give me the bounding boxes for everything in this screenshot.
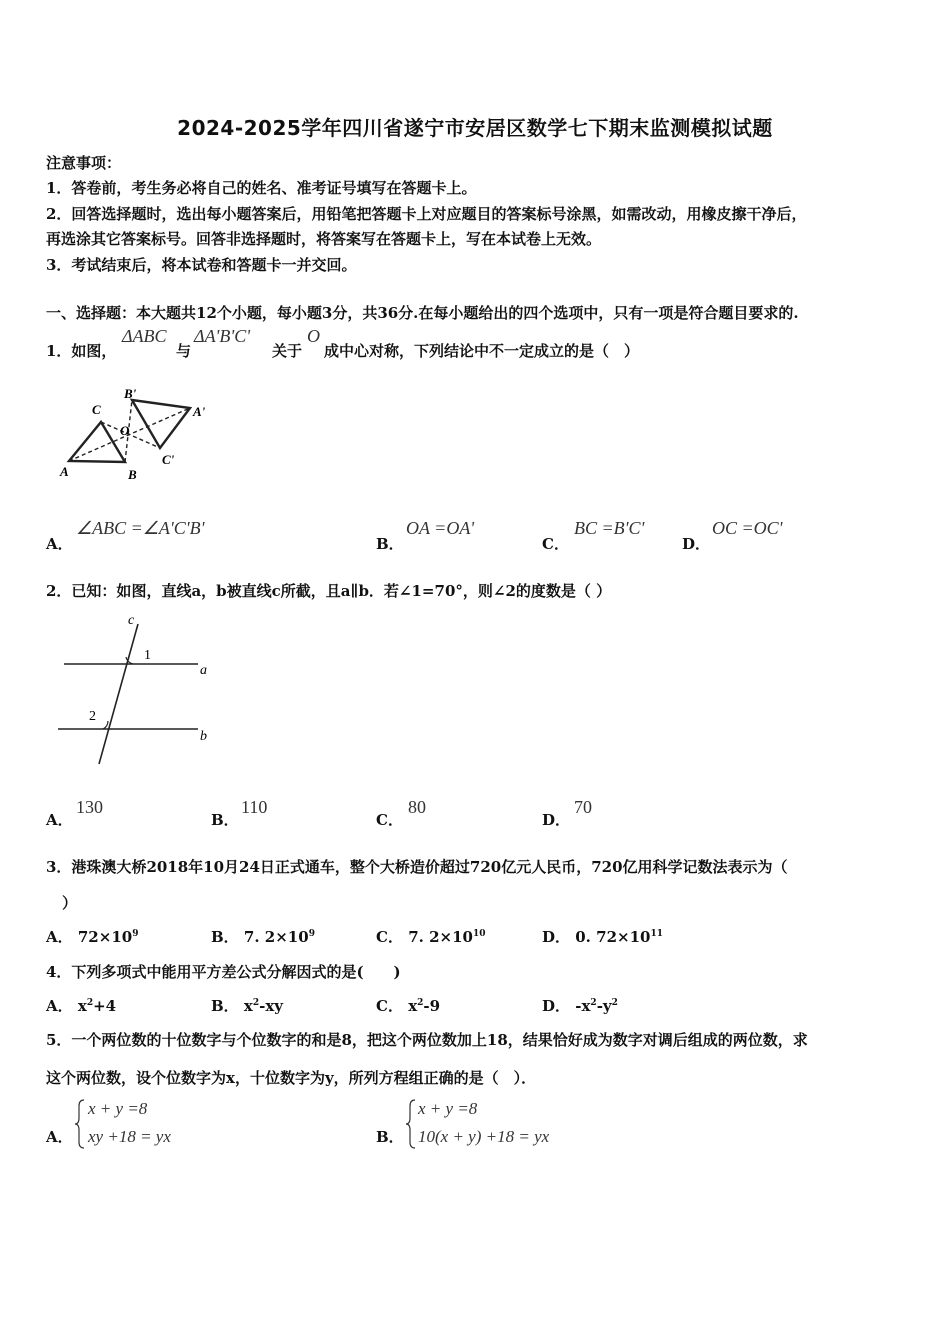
q2-option-d-label[interactable]: D． — [542, 811, 571, 829]
q1-suffix: 成中心对称，下列结论中不一定成立的是（ ） — [324, 342, 640, 360]
q5-option-b-eq1[interactable]: x + y =8 — [418, 1099, 478, 1118]
q1-figure — [52, 382, 222, 486]
q1-option-c[interactable]: BC =B'C' — [574, 518, 645, 538]
q1-prefix: 1．如图， — [46, 342, 117, 360]
q5-option-b-brace — [405, 1098, 417, 1150]
line-c — [99, 624, 138, 764]
label-o: O — [120, 423, 130, 438]
q5-line-2: 这个两位数，设个位数字为x，十位数字为y，所列方程组正确的是（ ）． — [46, 1069, 537, 1087]
q4-text: 4．下列多项式中能用平方差公式分解因式的是( ) — [46, 963, 401, 981]
angle-2-arc — [103, 721, 108, 729]
page-title: 2024-2025学年四川省遂宁市安居区数学七下期末监测模拟试题 — [177, 116, 773, 140]
q3-option-d[interactable]: D． 0. $72\times 10^{11}$ — [542, 928, 663, 946]
label-b: B — [128, 467, 137, 482]
q2-option-c[interactable]: 80 — [408, 797, 426, 817]
q4-option-c[interactable]: C． $x^2-9$ — [376, 997, 441, 1015]
triangle-abc — [69, 422, 125, 462]
q1-option-d[interactable]: OC =OC' — [712, 518, 783, 538]
label-line-c: c — [128, 613, 135, 628]
notice-item-3: 3．考试结束后，将本试卷和答题卡一并交回。 — [46, 256, 357, 274]
q3-option-b[interactable]: B． 7. $2\times 10^9$ — [211, 928, 315, 946]
triangle-a1b1c1 — [132, 400, 190, 448]
q2-option-c-label[interactable]: C． — [376, 811, 403, 829]
label-line-b: b — [200, 729, 207, 744]
label-a: A — [60, 464, 69, 479]
q3-text-close: ） — [62, 894, 78, 912]
q3-option-c[interactable]: C． 7. $2\times 10^{10}$ — [376, 928, 486, 946]
q1-option-b[interactable]: OA =OA' — [406, 518, 475, 538]
section-heading: 一、选择题：本大题共12个小题，每小题3分，共36分.在每小题给出的四个选项中，只有一项是符合题目要求的. — [46, 304, 799, 322]
notice-item-2a: 2．回答选择题时，选出每小题答案后，用铅笔把答题卡上对应题目的答案标号涂黑，如需改动，用橡皮擦干净后， — [46, 205, 807, 223]
notice-heading: 注意事项： — [46, 154, 122, 172]
q2-option-a[interactable]: 130 — [76, 797, 103, 817]
q4-option-b[interactable]: B． $x^2-xy$ — [211, 997, 284, 1015]
q5-option-a-eq2[interactable]: xy +18 = yx — [88, 1127, 171, 1146]
q1-and: 与 — [176, 342, 192, 360]
q2-option-b[interactable]: 110 — [241, 797, 268, 817]
q1-option-a[interactable]: ∠ABC =∠A'C'B' — [76, 518, 205, 538]
notice-item-1: 1．答卷前，考生务必将自己的姓名、准考证号填写在答题卡上。 — [46, 179, 477, 197]
q1-option-a-label[interactable]: A． — [46, 535, 73, 553]
q1-option-d-label[interactable]: D． — [682, 535, 711, 553]
label-c: C — [92, 402, 101, 417]
q1-option-b-label[interactable]: B． — [376, 535, 404, 553]
q5-option-b-label[interactable]: B． — [376, 1128, 404, 1146]
q5-option-a-eq1[interactable]: x + y =8 — [88, 1099, 148, 1118]
label-angle-2: 2 — [89, 709, 96, 724]
q2-option-a-label[interactable]: A． — [46, 811, 73, 829]
q2-option-b-label[interactable]: B． — [211, 811, 239, 829]
label-c1: C' — [162, 452, 175, 467]
q1-math-abc: ΔABC — [122, 326, 167, 346]
q4-option-a[interactable]: A． $x^2+4$ — [46, 997, 117, 1015]
q1-math-a1b1c1: ΔA'B'C' — [194, 326, 251, 346]
q2-text: 2．已知：如图，直线a，b被直线c所截，且a∥b．若∠1=70°，则∠2的度数是（ ） — [46, 582, 612, 600]
q5-option-a-label[interactable]: A． — [46, 1128, 73, 1146]
q3-text: 3．港珠澳大桥2018年10月24日正式通车，整个大桥造价超过720亿元人民币，720亿用科学记数法表示为（ — [46, 858, 788, 876]
label-b1: B' — [124, 386, 137, 401]
label-angle-1: 1 — [144, 648, 151, 663]
q1-math-o: O — [307, 326, 320, 346]
q4-option-d[interactable]: D． $-x^2-y^2$ — [542, 997, 618, 1015]
q1-about: 关于 — [272, 342, 303, 360]
label-line-a: a — [200, 663, 207, 678]
q5-option-b-eq2[interactable]: 10(x + y) +18 = yx — [418, 1127, 550, 1146]
notice-item-2b: 再选涂其它答案标号。回答非选择题时，将答案写在答题卡上，写在本试卷上无效。 — [46, 230, 602, 248]
q2-option-d[interactable]: 70 — [574, 797, 592, 817]
label-a1: A' — [193, 404, 206, 419]
q3-option-a[interactable]: A． $72\times 10^9$ — [46, 928, 139, 946]
q2-figure — [52, 612, 222, 772]
q5-line-1: 5．一个两位数的十位数字与个位数字的和是8，把这个两位数加上18，结果恰好成为数字对调后组成的两位数，求 — [46, 1031, 808, 1049]
q5-option-a-brace — [74, 1098, 86, 1150]
q1-option-c-label[interactable]: C． — [542, 535, 569, 553]
